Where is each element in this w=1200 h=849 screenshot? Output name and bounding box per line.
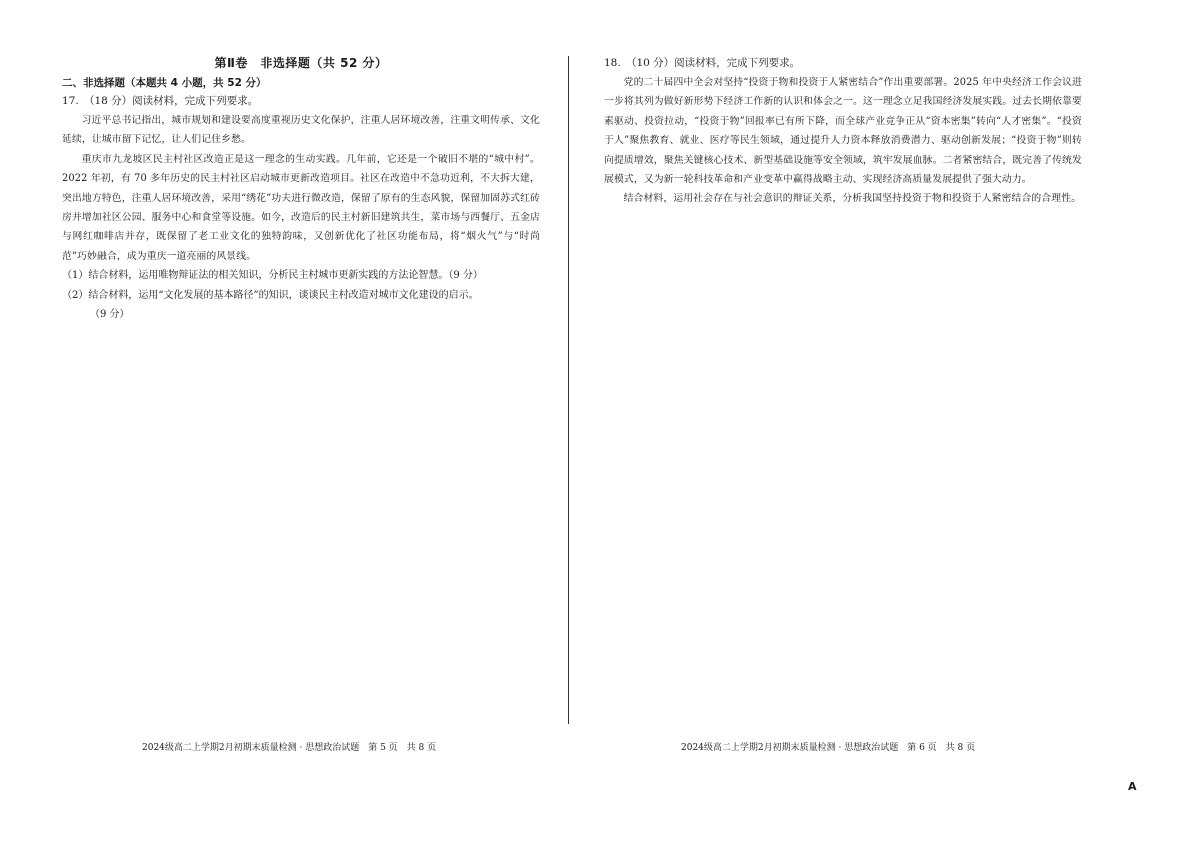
left-page [62,54,540,324]
question-17-sub-2: （2）结合材料，运用“文化发展的基本路径”的知识，谈谈民主村改造对城市文化建设的启示。 [62,289,479,301]
question-17-head: 17. （18 分）阅读材料，完成下列要求。 [62,95,259,107]
question-17-material-2: 重庆市九龙坡区民主村社区改造正是这一理念的生动实践。几年前，它还是一个破旧不堪的“城中村”。2022 年初，有 70 多年历史的民主村社区启动城市更新改造项目。社区在改造中不急功近利，不大拆大建，突出地方特色，注重人居环境改善，采用“绣花”功夫进行微改造，保留了原有的生态风貌，保留加固苏式红砖房并增加社区公园、服务中心和食堂等设施。如今，改造后的民主村新旧建筑共生，菜市场与西餐厅、五金店与网红咖啡店并存，既保留了老工业文化的独特韵味，又创新优化了社区功能布局，将“烟火气”与“时尚范”巧妙融合，成为重庆一道亮丽的风景线。 [62,153,540,262]
question-18-head: 18. （10 分）阅读材料，完成下列要求。 [604,57,801,69]
question-17-material-1: 习近平总书记指出，城市规划和建设要高度重视历史文化保护，注重人居环境改善，注重文明传承、文化延续，让城市留下记忆，让人们记住乡愁。 [62,115,540,146]
question-18-task: 结合材料，运用社会存在与社会意识的辩证关系，分析我国坚持投资于物和投资于人紧密结合的合理性。 [623,193,1082,205]
right-page [604,54,1082,209]
question-17-sub-1: （1）结合材料，运用唯物辩证法的相关知识，分析民主村城市更新实践的方法论智慧。（9 分） [62,270,483,282]
question-17-sub-2-score: （9 分） [90,309,130,321]
paper-version-mark: A [1128,780,1137,793]
section-title: 第Ⅱ卷 非选择题（共 52 分） [214,56,388,70]
question-18-material: 党的二十届四中全会对坚持“投资于物和投资于人紧密结合”作出重要部署。2025 年中央经济工作会议进一步将其列为做好新形势下经济工作新的认识和体会之一。这一理念立足我国经济发展实践。过去长期依靠要素驱动、投资拉动，“投资于物”回报率已有所下降，而全球产业竞争正从“资本密集”转向“人才密集”。“投资于人”聚焦教育、就业、医疗等民生领域，通过提升人力资本释放消费潜力、驱动创新发展；“投资于物”则转向提质增效，聚焦关键核心技术、新型基础设施等安全领域，筑牢发展血脉。二者紧密结合，既完善了传统发展模式，又为新一轮科技革命和产业变革中赢得战略主动、实现经济高质量发展提供了强大动力。 [604,77,1082,186]
page-divider [568,56,569,724]
page-footer-right: 2024级高二上学期2月初期末质量检测 · 思想政治试题 第 6 页 共 8 页 [681,743,976,753]
page-footer-left: 2024级高二上学期2月初期末质量检测 · 思想政治试题 第 5 页 共 8 页 [142,743,437,753]
section-heading: 二、非选择题（本题共 4 小题，共 52 分） [62,77,267,89]
